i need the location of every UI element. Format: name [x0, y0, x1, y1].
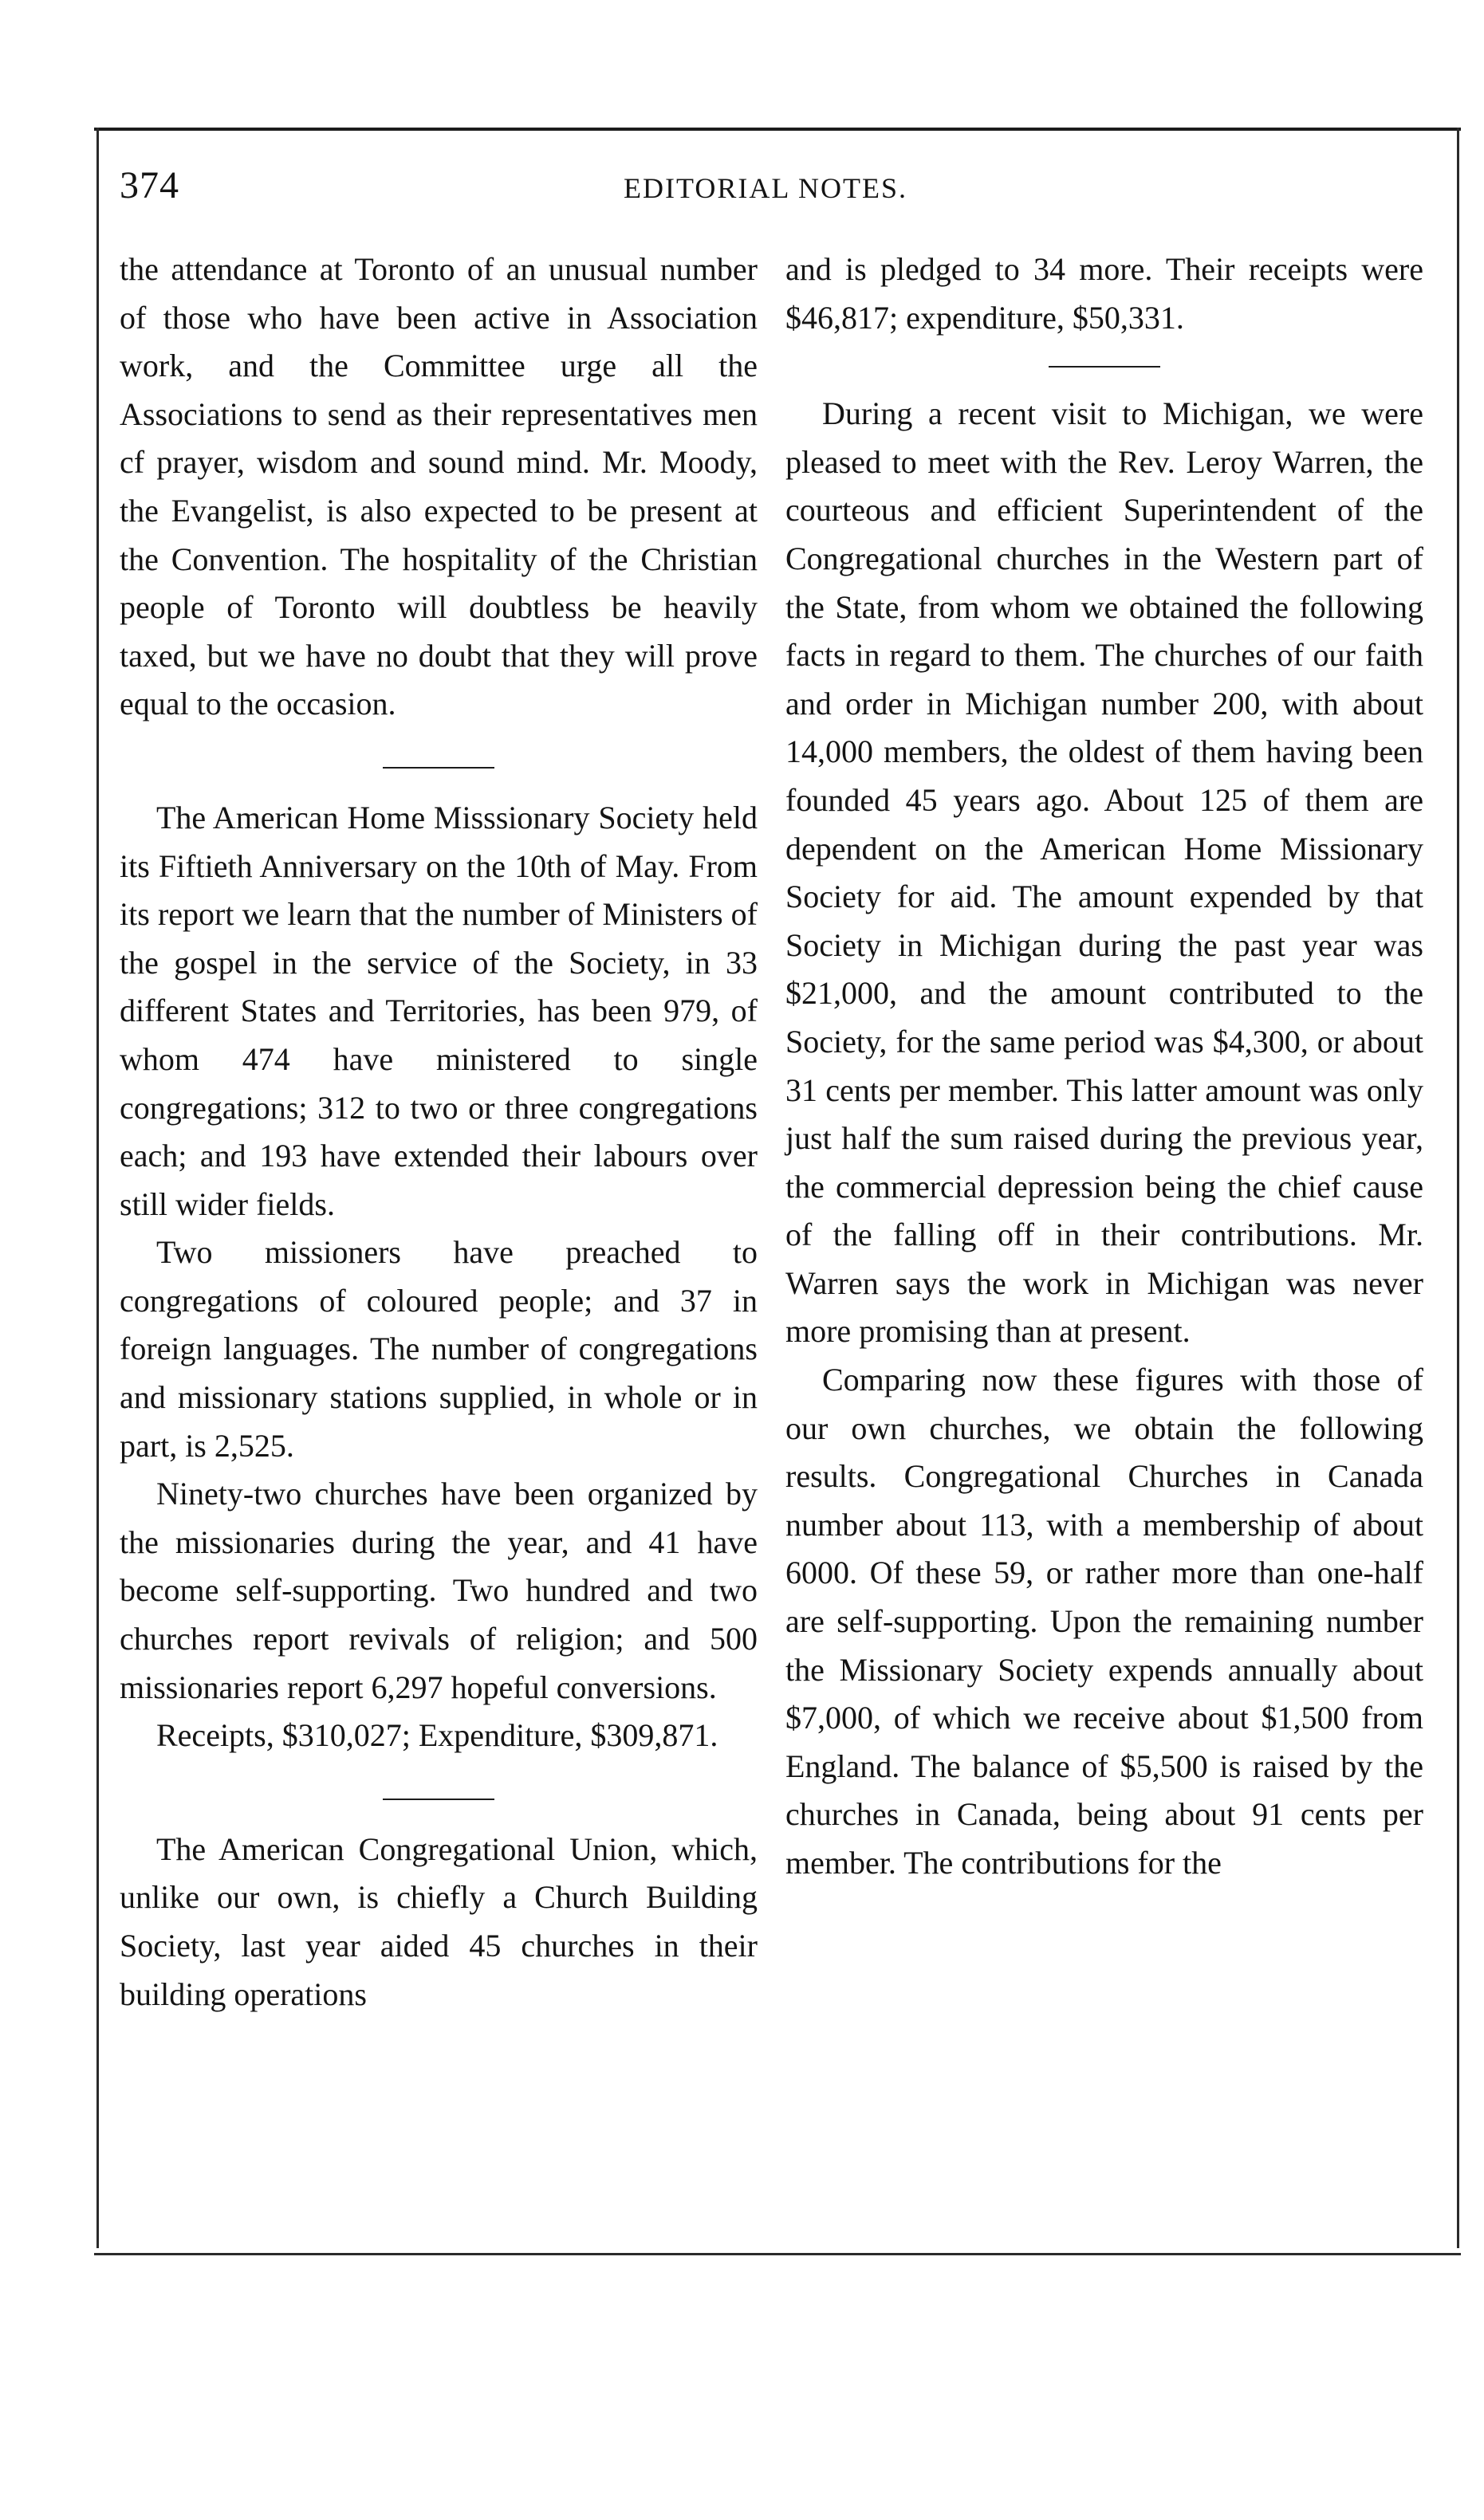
right-paragraph-1: and is pledged to 34 more. Their receipts were $46,817; expenditure, $50,331. — [785, 251, 1423, 336]
running-title: EDITORIAL NOTES. — [624, 172, 907, 204]
left-paragraph-4: Ninety-two churches have been organized by the missionaries during the year, and 41 have become self-supporting. Two hundred and two churches report revivals of religion; and 500 missionaries report 6,297 hopeful conversions. — [120, 1476, 758, 1705]
section-separator — [1049, 366, 1160, 368]
left-border — [96, 128, 99, 2248]
right-paragraph-3: Comparing now these figures with those of our own churches, we obtain the following results. Congregational Churches in Canada number about 113, with a membership of about 6000. Of these 59, or rather more than one-half are self-supporting. Upon the remaining number the Missionary Society expends annually about $7,000, of which we receive about $1,500 from England. The balance of $5,500 is raised by the churches in Canada, being about 91 cents per member. The contributions for the — [785, 1362, 1423, 1881]
left-paragraph-5: Receipts, $310,027; Expenditure, $309,871. — [156, 1717, 718, 1754]
left-paragraph-6: The American Congregational Union, which, unlike our own, is chiefly a Church Building Society, last year aided 45 churches in their building operations — [120, 1830, 758, 2012]
left-paragraph-2: The American Home Misssionary Society held its Fiftieth Anniversary on the 10th of May. From its report we learn that the number of Ministers of the gospel in the service of the Society, in 33 different States and Territories, has been 979, of whom 474 have ministered to single congregations; 312 to two or three congregations each; and 193 have extended their labours over still wider fields. — [120, 799, 758, 1222]
top-rule — [94, 128, 1461, 131]
bottom-rule — [94, 2253, 1461, 2255]
right-border — [1457, 128, 1459, 2248]
right-column — [785, 246, 1423, 1888]
right-paragraph-2: During a recent visit to Michigan, we were pleased to meet with the Rev. Leroy Warren, the courteous and efficient Superintendent of the Congregational churches in the Western part of the State, from whom we obtained the following facts in regard to them. The churches of our faith and order in Michigan number 200, with about 14,000 members, the oldest of them having been founded 45 years ago. About 125 of them are dependent on the American Home Missionary Society for aid. The amount expended by that Society in Michigan during the past year was $21,000, and the amount contributed to the Society, for the same period was $4,300, or about 31 cents per member. This latter amount was only just half the sum raised during the previous year, the commercial depression being the chief cause of the falling off in their contributions. Mr. Warren says the work in Michigan was never more promising than at present. — [785, 395, 1423, 1350]
left-paragraph-3: Two missioners have preached to congregations of coloured people; and 37 in foreign languages. The number of congregations and missionary stations supplied, in whole or in part, is 2,525. — [120, 1234, 758, 1464]
page-number: 374 — [120, 164, 179, 206]
left-column — [120, 246, 758, 2019]
section-separator — [383, 1799, 494, 1800]
left-paragraph-1: the attendance at Toronto of an unusual number of those who have been active in Association work, and the Committee urge all the Associations to send as their representatives men cf prayer, wisdom and sound mind. Mr. Moody, the Evangelist, is also expected to be present at the Convention. The hospitality of the Christian people of Toronto will doubtless be heavily taxed, but we have no doubt that they will prove equal to the occasion. — [120, 251, 758, 722]
section-separator — [383, 767, 494, 769]
